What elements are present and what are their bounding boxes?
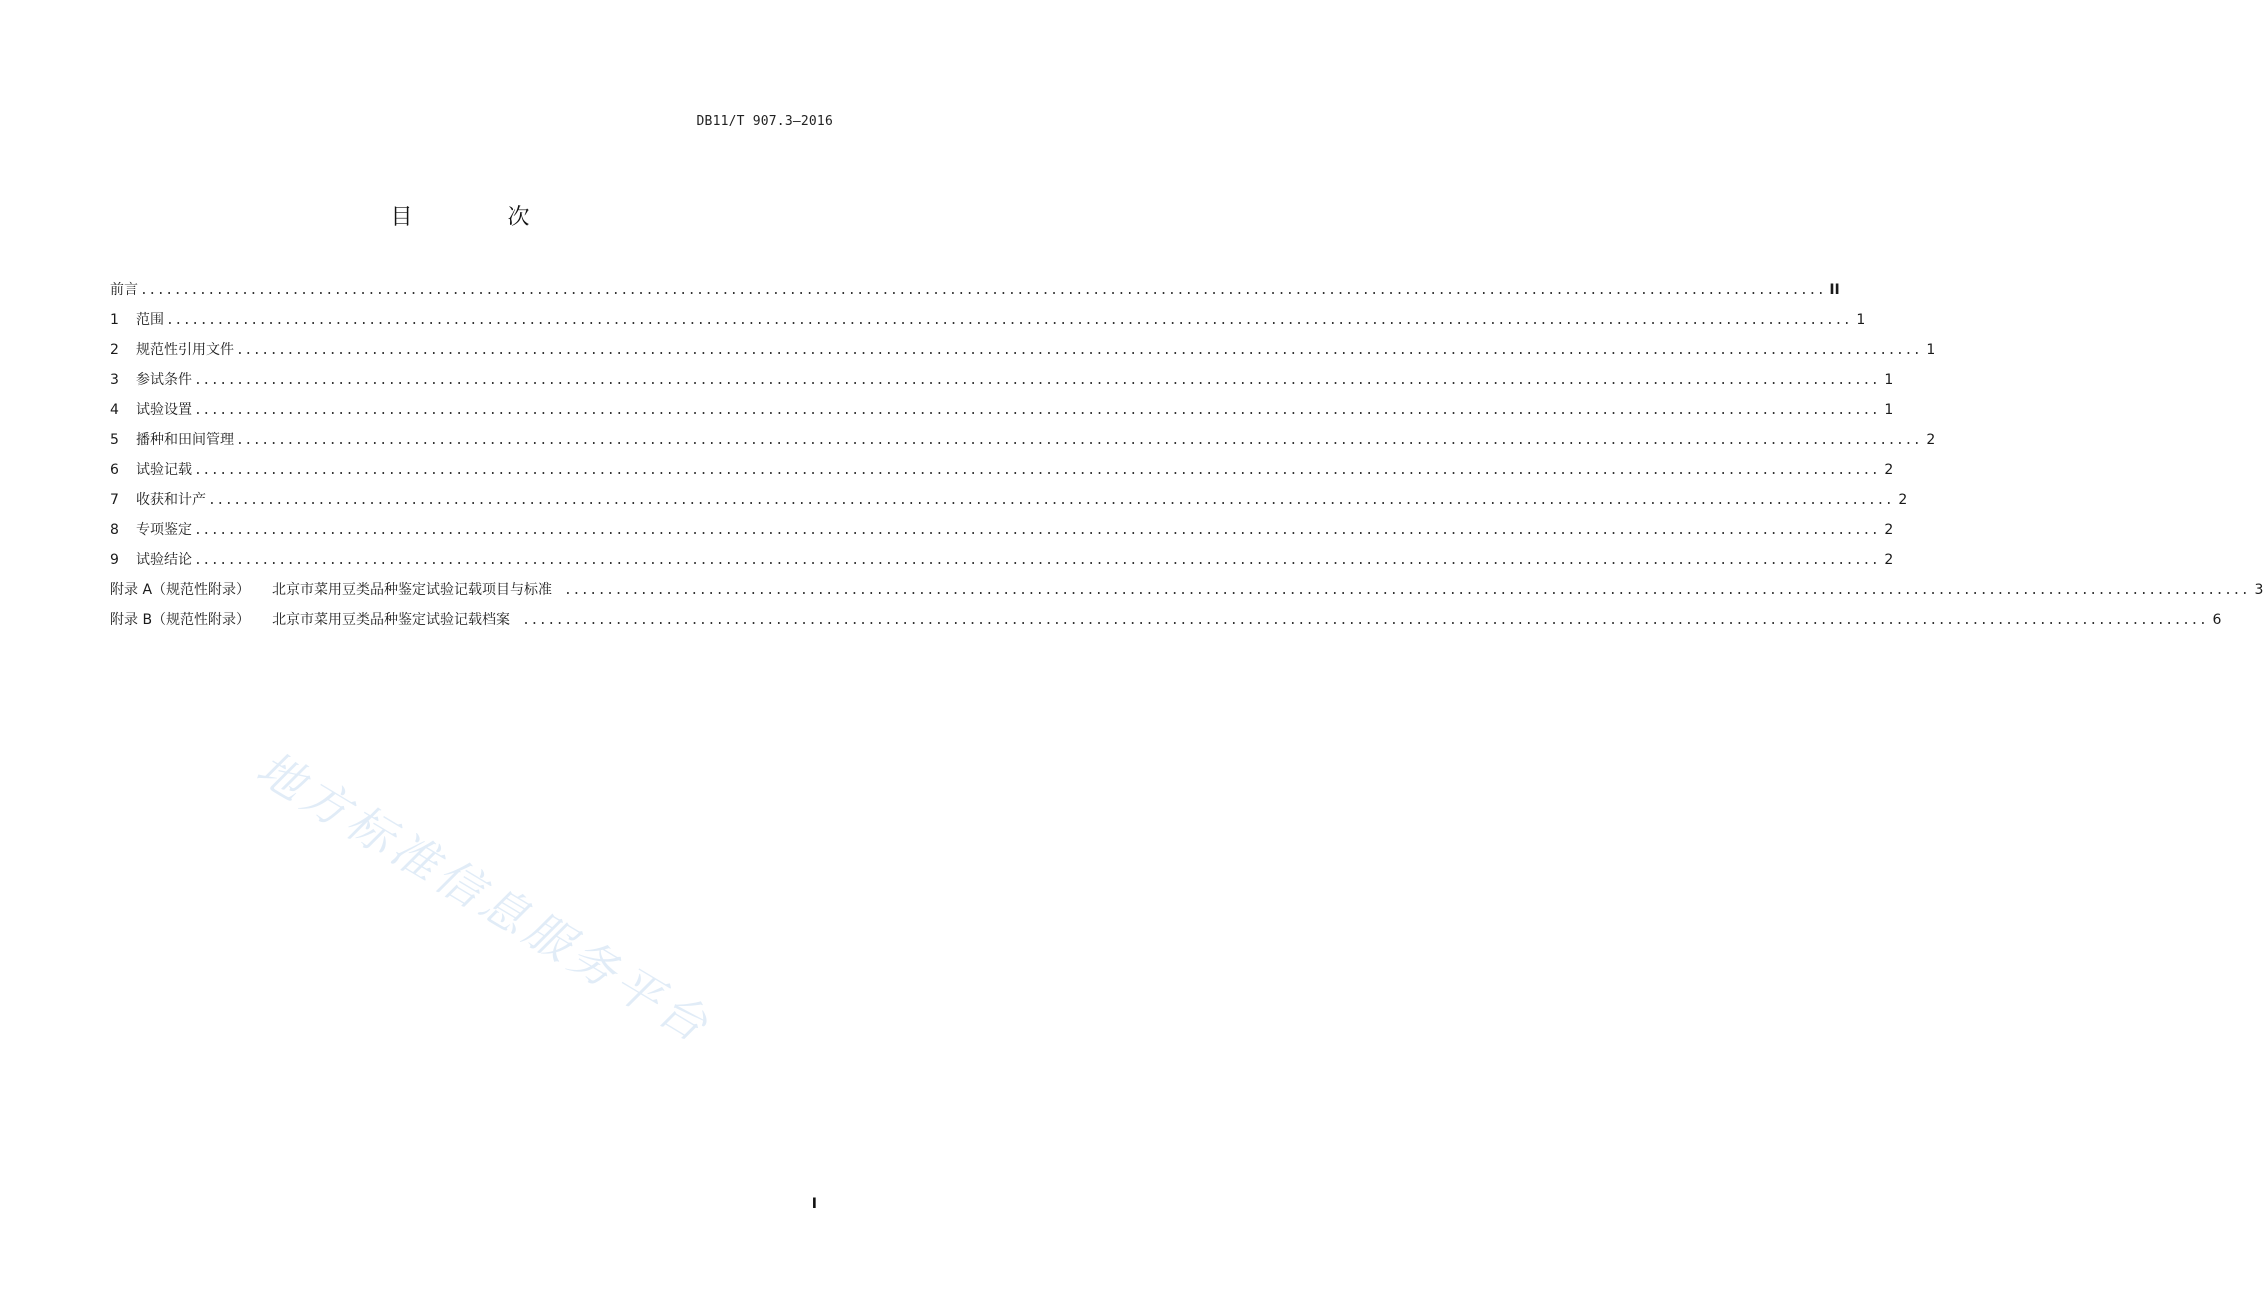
table-of-contents [110,277,2263,637]
toc-entry-9[interactable] [110,547,1894,577]
toc-dot-leader: ........................................................................................................................................................................................................ [194,373,1880,388]
toc-entry-label [110,607,510,633]
toc-entry-5[interactable] [110,427,1936,457]
toc-entry-label: 前言 [110,282,138,298]
watermark: 地方标准信息服务平台 [247,740,722,1055]
toc-title: 目 次 [390,205,574,230]
toc-entry-page: 6 [2212,612,2222,628]
toc-entry-number: 2 [110,342,119,358]
toc-entry-page: 1 [1856,312,1866,328]
toc-entry-number: 9 [110,552,119,568]
page-number: I [811,1196,817,1212]
document-code: DB11/T 907.3—2016 [696,114,833,129]
toc-entry-2[interactable] [110,337,1936,367]
toc-entry-8[interactable] [110,517,1894,547]
toc-entry-3[interactable] [110,367,1894,397]
toc-entry-label: 规范性引用文件 [136,342,234,358]
toc-entry-page: II [1829,282,1840,298]
toc-entry-label: 播种和田间管理 [136,432,234,448]
toc-entry-page: 3 [2254,582,2263,598]
toc-entry-page: 1 [1884,402,1894,418]
toc-entry-label: 试验记载 [136,462,192,478]
toc-dot-leader: ........................................................................................................................................................................................................ [194,523,1880,538]
toc-entry-page: 2 [1926,432,1936,448]
toc-entry-label: 专项鉴定 [136,522,192,538]
toc-entry-number: 8 [110,522,119,538]
toc-dot-leader: ........................................................................................................................................................................................................ [236,433,1922,448]
toc-entry-number: 7 [110,492,119,508]
toc-entry-number: 3 [110,372,119,388]
toc-entry-label: 试验结论 [136,552,192,568]
toc-entry-label [110,577,552,603]
toc-dot-leader: ........................................................................................................................................................................................................ [236,343,1922,358]
toc-dot-leader: ........................................................................................................................................................................................................ [194,463,1880,478]
toc-entry-6[interactable] [110,457,1894,487]
toc-entry-page: 2 [1884,522,1894,538]
toc-entry-label: 参试条件 [136,372,192,388]
appendix-label: 附录 A（规范性附录） [110,582,251,598]
appendix-label: 附录 B（规范性附录） [110,612,251,628]
toc-entry-number: 1 [110,312,119,328]
toc-dot-leader: ........................................................................................................................................................................................................ [194,553,1880,568]
toc-entry-appendix-a[interactable] [110,577,2263,607]
toc-entry-label: 范围 [136,312,164,328]
toc-dot-leader: ........................................................................................................................................................................................................ [140,283,1826,298]
toc-dot-leader: ........................................................................................................................................................................................................ [194,403,1880,418]
toc-entry-number: 4 [110,402,119,418]
appendix-title: 北京市菜用豆类品种鉴定试验记载档案 [272,612,511,628]
toc-entry-7[interactable] [110,487,1908,517]
toc-entry-number: 5 [110,432,119,448]
appendix-title: 北京市菜用豆类品种鉴定试验记载项目与标准 [272,582,553,598]
toc-entry-label: 收获和计产 [136,492,206,508]
toc-dot-leader: ........................................................................................................................................................................................................ [208,493,1894,508]
toc-entry-number: 6 [110,462,119,478]
toc-dot-leader: ........................................................................................................................................................................................................ [166,313,1852,328]
toc-entry-page: 1 [1884,372,1894,388]
toc-dot-leader: ........................................................................................................................................................................................................ [522,613,2208,628]
toc-entry-page: 2 [1884,462,1894,478]
toc-entry-page: 2 [1898,492,1908,508]
toc-entry-1[interactable] [110,307,1866,337]
toc-entry-4[interactable] [110,397,1894,427]
toc-entry-page: 2 [1884,552,1894,568]
toc-dot-leader: ........................................................................................................................................................................................................ [564,583,2250,598]
toc-entry-page: 1 [1926,342,1936,358]
toc-entry-appendix-b[interactable] [110,607,2222,637]
toc-entry-label: 试验设置 [136,402,192,418]
toc-entry-foreword[interactable] [110,277,1840,307]
